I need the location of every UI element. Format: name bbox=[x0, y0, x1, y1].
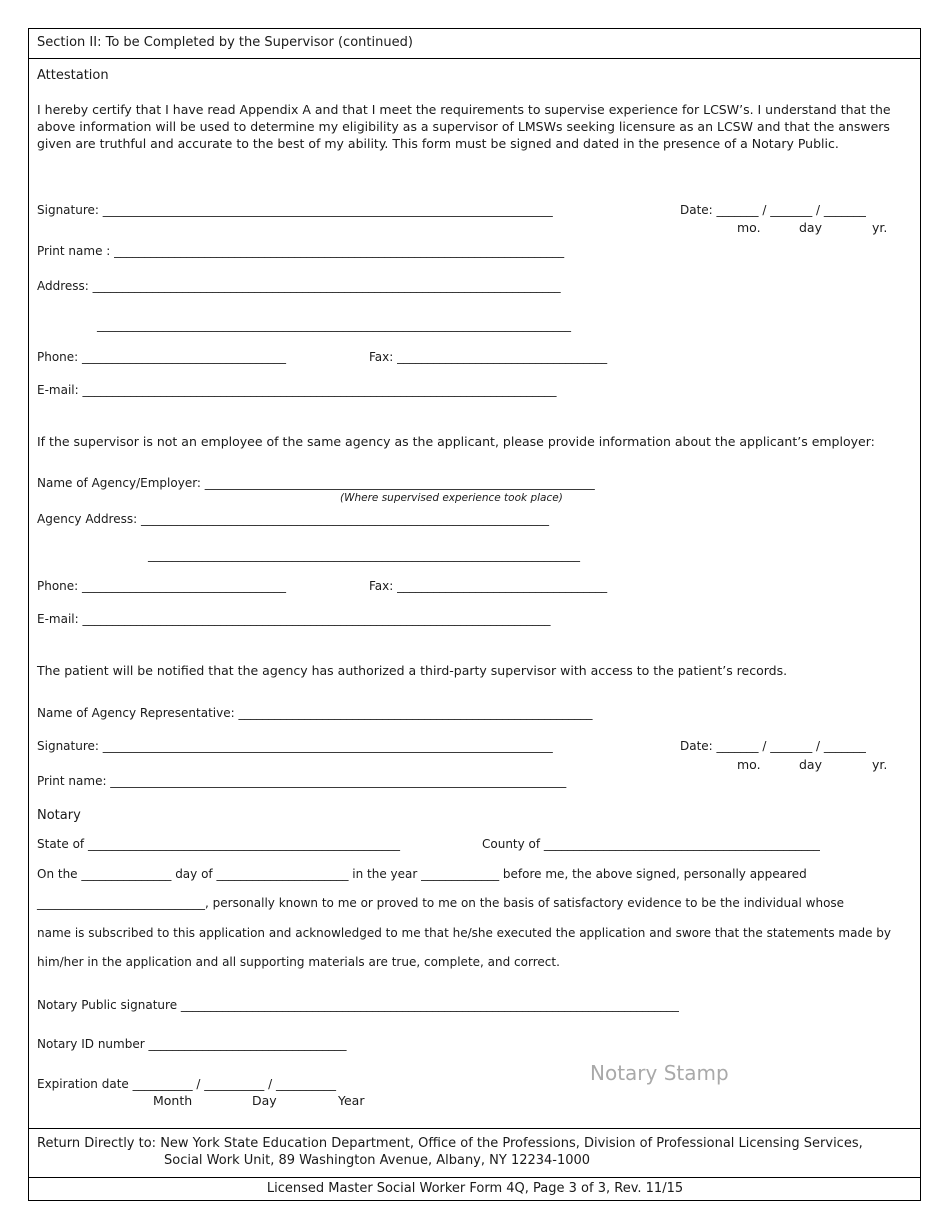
employer-phone-field[interactable]: Phone: __________________________________ bbox=[37, 579, 287, 593]
notary-stamp-placeholder: Notary Stamp bbox=[590, 1061, 729, 1085]
attestation-heading: Attestation bbox=[37, 68, 109, 83]
representative-notice: The patient will be notified that the agency has authorized a third-party supervisor with access to the patient’s records. bbox=[37, 663, 788, 678]
supervisor-email-field[interactable]: E-mail: _______________________________________________________________________________ bbox=[37, 383, 557, 397]
supervisor-date-field[interactable]: Date: _______ / _______ / _______ bbox=[680, 203, 866, 217]
supervisor-date-yr-label: yr. bbox=[872, 220, 888, 235]
representative-date-mo-label: mo. bbox=[737, 757, 761, 772]
representative-name-field[interactable]: Name of Agency Representative: ___________________________________________________________ bbox=[37, 706, 593, 720]
supervisor-signature-field[interactable]: Signature: ___________________________________________________________________________ bbox=[37, 203, 553, 217]
notary-heading: Notary bbox=[37, 808, 81, 823]
representative-date-yr-label: yr. bbox=[872, 757, 888, 772]
supervisor-date-day-label: day bbox=[799, 220, 822, 235]
supervisor-fax-field[interactable]: Fax: ___________________________________ bbox=[369, 350, 608, 364]
form-footer: Licensed Master Social Worker Form 4Q, Page 3 of 3, Rev. 11/15 bbox=[266, 1181, 684, 1196]
supervisor-address-line2[interactable]: _______________________________________________________________________________ bbox=[97, 318, 571, 332]
notary-statement-line3: name is subscribed to this application and acknowledged to me that he/she executed the application and swore that the statements made by bbox=[37, 926, 891, 940]
attestation-text: I hereby certify that I have read Appendix A and that I meet the requirements to supervise experience for LCSW’s. I understand that the above information will be used to determine my eligibility as a supervisor of LMSWs seeking licensure as an LCSW and that the answers given are truthful and accurate to the best of my ability. This form must be signed and dated in the presence of a Notary Public. bbox=[37, 102, 891, 151]
supervisor-phone-field[interactable]: Phone: __________________________________ bbox=[37, 350, 287, 364]
representative-print-name-field[interactable]: Print name: ____________________________________________________________________________ bbox=[37, 774, 567, 788]
notary-expiration-field[interactable]: Expiration date __________ / __________ / __________ bbox=[37, 1077, 336, 1091]
notary-statement-line2: ____________________________, personally known to me or proved to me on the basis of satisfactory evidence to be the individual whose bbox=[37, 896, 845, 910]
expiration-day-label: Day bbox=[252, 1093, 277, 1108]
notary-state-field[interactable]: State of ____________________________________________________ bbox=[37, 837, 400, 851]
notary-county-field[interactable]: County of ______________________________________________ bbox=[482, 837, 820, 851]
employer-email-field[interactable]: E-mail: ______________________________________________________________________________ bbox=[37, 612, 551, 626]
agency-name-note: (Where supervised experience took place) bbox=[340, 492, 563, 504]
notary-signature-field[interactable]: Notary Public signature ___________________________________________________________________________________ bbox=[37, 998, 679, 1012]
representative-date-field[interactable]: Date: _______ / _______ / _______ bbox=[680, 739, 866, 753]
employer-fax-field[interactable]: Fax: ___________________________________ bbox=[369, 579, 608, 593]
employer-intro: If the supervisor is not an employee of the same agency as the applicant, please provide information about the applicant’s employer: bbox=[37, 434, 875, 449]
supervisor-address-field[interactable]: Address: ______________________________________________________________________________ bbox=[37, 279, 561, 293]
agency-name-field[interactable]: Name of Agency/Employer: _________________________________________________________________ bbox=[37, 476, 595, 490]
notary-statement-line1: On the _______________ day of ______________________ in the year _____________ before me, the above signed, personally appeared bbox=[37, 867, 807, 881]
section-title: Section II: To be Completed by the Supervisor (continued) bbox=[37, 35, 413, 50]
expiration-month-label: Month bbox=[153, 1093, 193, 1108]
representative-date-day-label: day bbox=[799, 757, 822, 772]
supervisor-date-mo-label: mo. bbox=[737, 220, 761, 235]
notary-statement-line4: him/her in the application and all supporting materials are true, complete, and correct. bbox=[37, 955, 560, 969]
return-address-line1: Return Directly to: New York State Education Department, Office of the Professions, Division of Professional Licensing Services, bbox=[37, 1136, 863, 1151]
expiration-year-label: Year bbox=[338, 1093, 365, 1108]
return-address-line2: Social Work Unit, 89 Washington Avenue, Albany, NY 12234-1000 bbox=[164, 1153, 591, 1168]
supervisor-print-name-field[interactable]: Print name : ___________________________________________________________________________ bbox=[37, 244, 565, 258]
agency-address-line2[interactable]: ________________________________________________________________________ bbox=[148, 548, 580, 562]
representative-signature-field[interactable]: Signature: ___________________________________________________________________________ bbox=[37, 739, 553, 753]
agency-address-field[interactable]: Agency Address: ____________________________________________________________________ bbox=[37, 512, 549, 526]
notary-id-field[interactable]: Notary ID number _________________________________ bbox=[37, 1037, 347, 1051]
